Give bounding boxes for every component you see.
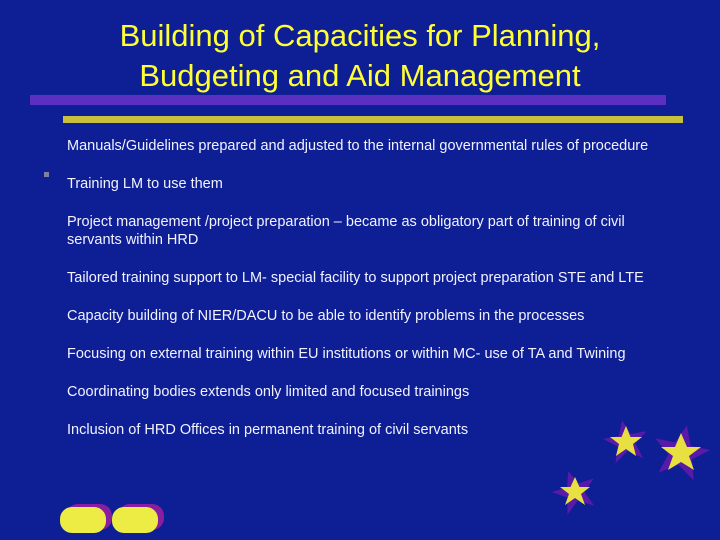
decorative-stars: [540, 415, 720, 515]
bullet-item: Manuals/Guidelines prepared and adjusted to the internal governmental rules of procedure: [67, 138, 649, 154]
title-line-2: Budgeting and Aid Management: [139, 58, 581, 93]
star-icon: [649, 420, 715, 483]
title-line-1: Building of Capacities for Planning,: [119, 18, 601, 53]
title-underline-bar: [30, 95, 666, 105]
nav-button-previous[interactable]: [60, 507, 106, 533]
star-icon: [601, 417, 651, 465]
bullet-item: Training LM to use them: [67, 176, 223, 192]
bullet-item: Project management /project preparation – became as obligatory part of training of civil servants within HRD: [67, 214, 625, 248]
bullet-item: Coordinating bodies extends only limited and focused trainings: [67, 384, 470, 400]
bullet-item: Focusing on external training within EU institutions or within MC- use of TA and Twining: [67, 346, 626, 362]
bullet-marker: [44, 172, 49, 177]
title-underline-accent: [63, 116, 683, 123]
bullet-item: Capacity building of NIER/DACU to be able to identify problems in the processes: [67, 308, 585, 324]
bullet-item: Inclusion of HRD Offices in permanent training of civil servants: [67, 422, 469, 438]
nav-buttons: [58, 500, 178, 540]
slide-title: [30, 16, 690, 96]
bullet-list: [67, 137, 667, 459]
bullet-item: Tailored training support to LM- special facility to support project preparation STE and LTE: [67, 270, 644, 286]
star-icon: [547, 464, 602, 515]
nav-button-next[interactable]: [112, 507, 158, 533]
